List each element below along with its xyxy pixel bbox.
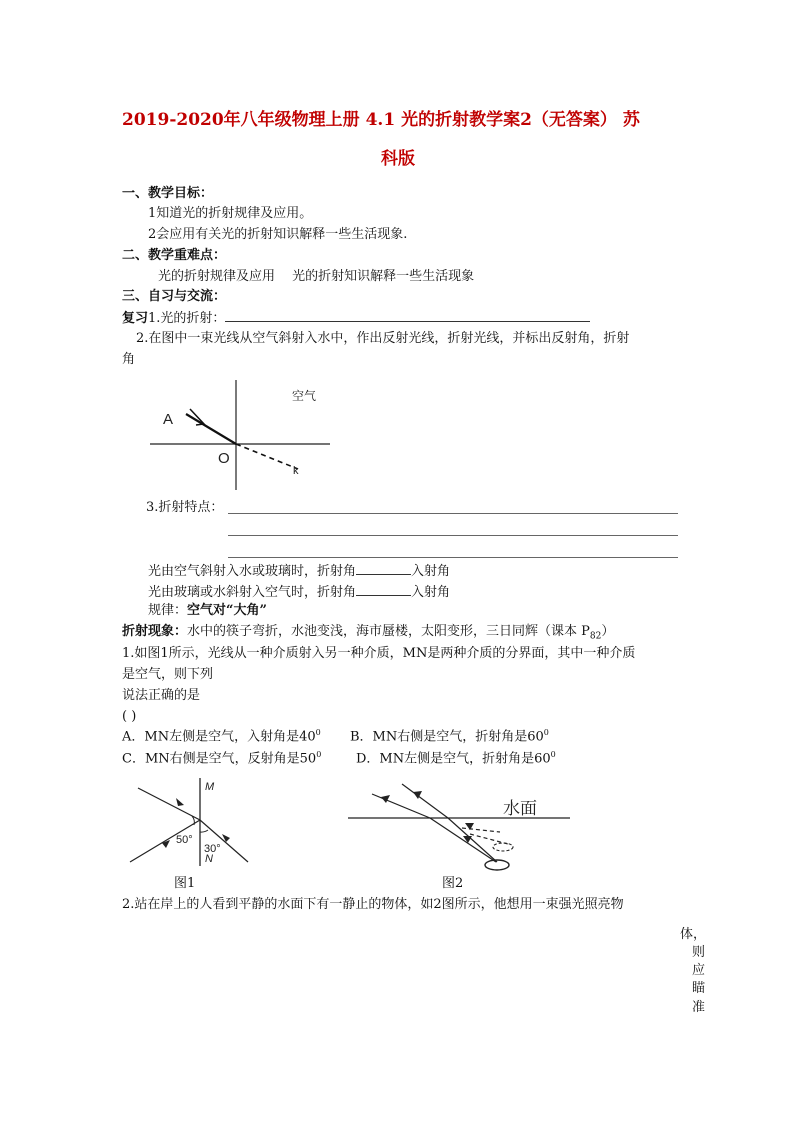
rule-water-to-air-post: 入射角 (411, 585, 451, 600)
diagram1-label-o: O (218, 450, 230, 467)
document-title-continued: 科版 (381, 149, 415, 169)
figure1-angle-30: 30° (204, 843, 221, 855)
rule-air-to-water-post: 入射角 (411, 564, 451, 579)
rule-summary-bold: 空气对“大角” (187, 603, 267, 618)
section-key-points-heading: 二、教学重难点： (122, 248, 227, 263)
degree-mark: 0 (315, 728, 321, 737)
textbook-page: 82 (589, 631, 602, 642)
goal-item-2: 2会应用有关光的折射知识解释一些生活现象. (148, 227, 408, 242)
figure1-angle-50: 50° (176, 834, 193, 846)
question2-vertical-1: 体， (680, 927, 707, 942)
answer-bracket: ( ) (122, 709, 137, 724)
section-self-study-heading: 三、自习与交流： (122, 289, 227, 304)
option-d-text: D．MN左侧是空气，折射角是60 (356, 751, 551, 767)
figure1-caption: 图1 (174, 876, 196, 891)
goal-item-1: 1知道光的折射规律及应用。 (148, 206, 313, 221)
review-q1-text: 1.光的折射： (148, 311, 226, 326)
diagram1-label-k: k (293, 465, 299, 477)
review-q2-line1: 2.在图中一束光线从空气斜射入水中，作出反射光线，折射光线，并标出反射角，折射 (136, 331, 630, 346)
question2-vertical-5: 准 (692, 1000, 706, 1015)
figure2-caption: 图2 (442, 876, 464, 891)
key-points-content: 光的折射规律及应用 光的折射知识解释一些生活现象 (158, 269, 475, 284)
phenomena-label: 折射现象： (122, 624, 188, 639)
question1-line3: 说法正确的是 (122, 688, 201, 703)
section-teaching-goals-heading: 一、教学目标： (122, 186, 214, 201)
phenomena-close: ） (601, 624, 615, 639)
rule-water-to-air-pre: 光由玻璃或水斜射入空气时，折射角 (148, 585, 357, 600)
question2-vertical-4: 瞄 (692, 981, 706, 996)
review-label: 复习 (122, 311, 149, 326)
option-c-text: C．MN右侧是空气，反射角是50 (122, 751, 317, 767)
phenomena-content: 水中的筷子弯折，水池变浅，海市蜃楼，太阳变形，三日同辉（课本 P (187, 624, 590, 639)
option-a-text: A．MN左侧是空气，入射角是40 (122, 729, 316, 745)
rule-summary-pre: 规律： (148, 603, 188, 618)
question2-line1: 2.站在岸上的人看到平静的水面下有一静止的物体，如2图所示，他想用一束强光照亮物 (122, 897, 624, 912)
rule-air-to-water-pre: 光由空气斜射入水或玻璃时，折射角 (148, 564, 357, 579)
degree-mark: 0 (550, 750, 556, 759)
question2-vertical-3: 应 (692, 963, 706, 978)
figure1-label-n: N (205, 853, 213, 865)
question1-line1: 1.如图1所示，光线从一种介质射入另一种介质，MN是两种介质的分界面，其中一种介质 (122, 646, 636, 661)
document-title: 2019-2020年八年级物理上册 4.1 光的折射教学案2（无答案） 苏 (122, 110, 640, 130)
diagram1-label-air: 空气 (292, 389, 317, 403)
diagram1-label-a: A (163, 411, 174, 428)
figure2-label-water: 水面 (503, 799, 537, 818)
question2-vertical-2: 则 (692, 945, 706, 960)
figure1-label-m: M (205, 781, 215, 793)
degree-mark: 0 (316, 750, 322, 759)
question1-line2: 是空气，则下列 (122, 667, 214, 682)
review-q2-line2: 角 (122, 352, 136, 367)
option-b-text: B．MN右侧是空气，折射角是60 (350, 729, 544, 745)
review-q3: 3.折射特点： (146, 500, 224, 515)
degree-mark: 0 (543, 728, 549, 737)
